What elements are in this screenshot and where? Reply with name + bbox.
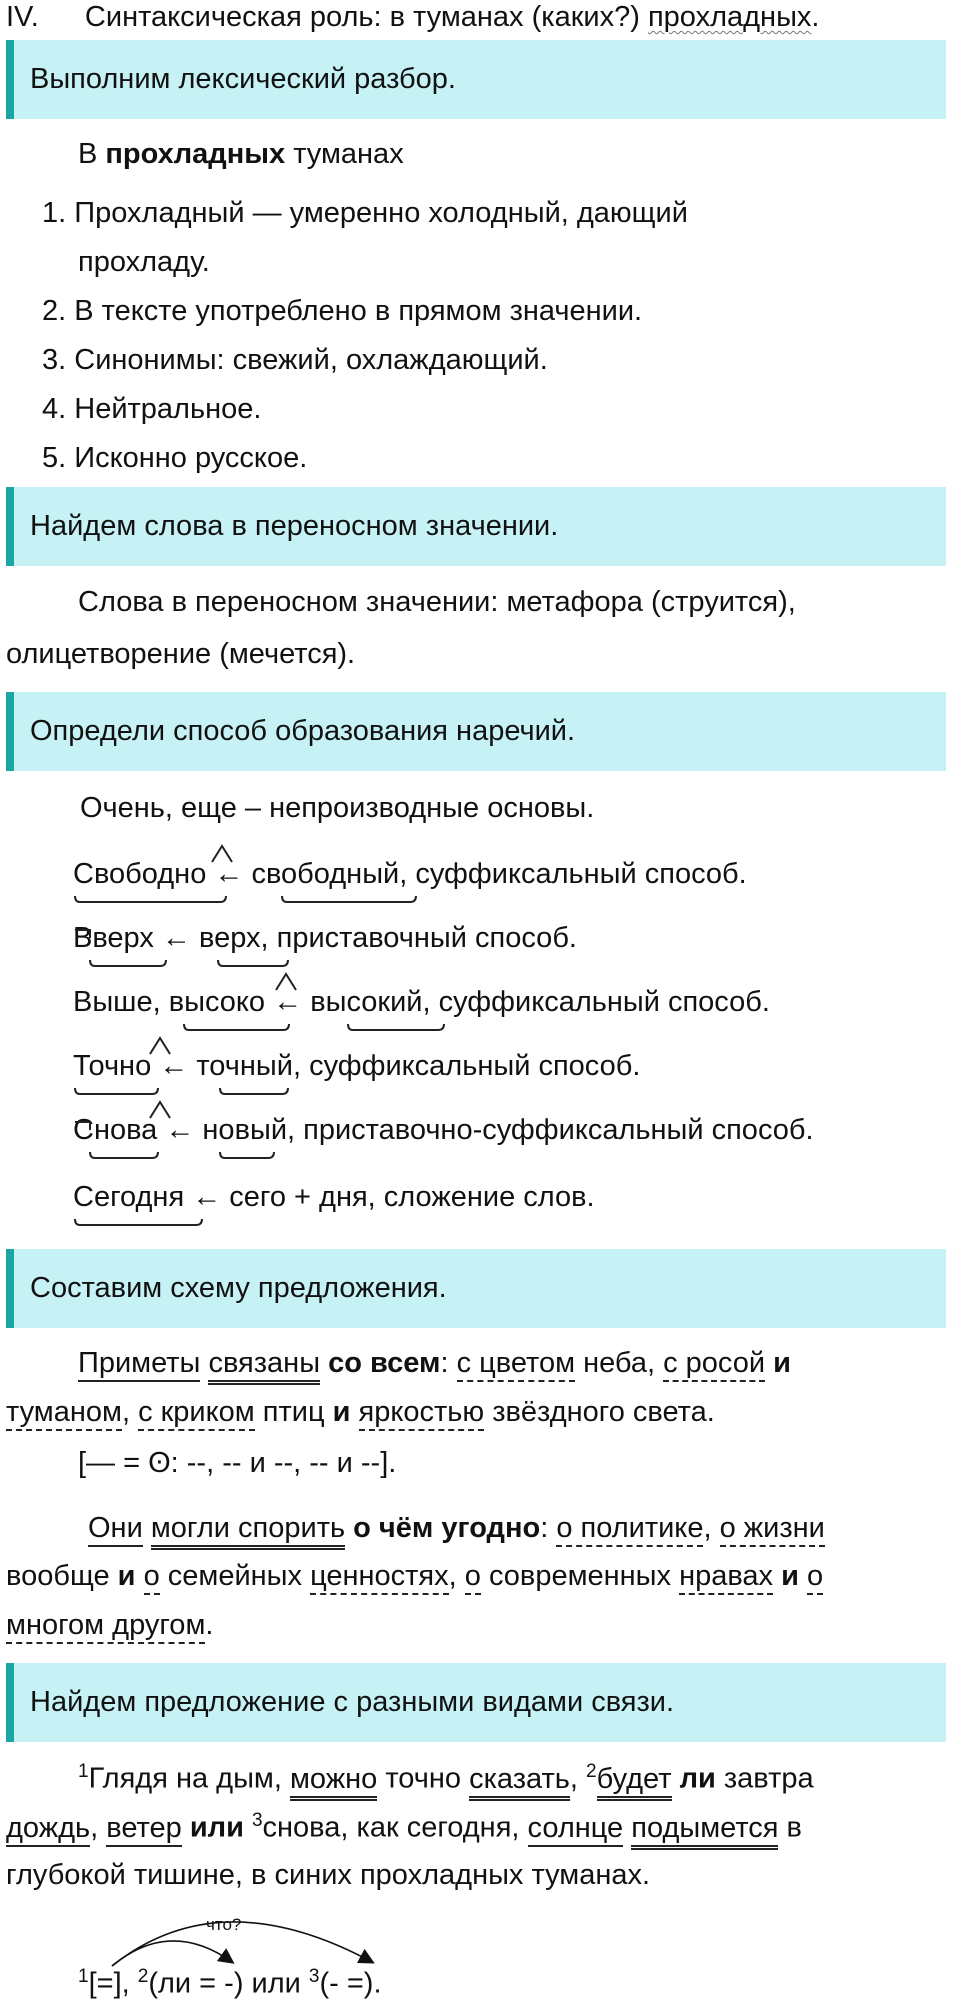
scheme-formula-1: [— = ʘ: --, -- и --, -- и --]. [78, 1447, 397, 1479]
text: птиц [254, 1396, 333, 1428]
object: ценностях [310, 1560, 449, 1595]
conjunction: или [189, 1811, 244, 1844]
section-header-complex [6, 1663, 946, 1742]
section-header-adverbs [6, 692, 946, 771]
adverb-row-6 [73, 1181, 595, 1214]
predicate: могли спорить [151, 1512, 345, 1550]
line-iv-text: Синтаксическая роль: в туманах (каких?) [84, 1, 648, 33]
clause-number: 3 [251, 1810, 263, 1831]
clause-scheme: (ли = -) или [148, 1967, 309, 2000]
comma: , [703, 1512, 712, 1544]
complex-line3: глубокой тишине, в синих прохладных туманах. [6, 1859, 651, 1891]
object: с цветом [457, 1347, 575, 1382]
clause-number: 1 [78, 1966, 89, 1987]
root-bracket [75, 896, 226, 902]
predicate: подымется [631, 1812, 778, 1850]
text: в [778, 1811, 802, 1844]
predicate: можно [290, 1763, 377, 1801]
section-title: Составим схему предложения. [30, 1272, 447, 1304]
list-number: 5. [42, 442, 67, 474]
adverbs-line0: Очень, еще – непроизводные основы. [80, 792, 595, 824]
source-word: свободный [251, 858, 400, 890]
clause-number: 3 [308, 1966, 320, 1987]
object: нравах [679, 1560, 773, 1595]
text: семейных [159, 1560, 311, 1592]
adverb-row-5 [73, 1114, 814, 1147]
text: , [569, 1762, 587, 1795]
particle: ли [679, 1762, 716, 1795]
conjunction: и [332, 1396, 351, 1428]
lex-intro-post: туманах [285, 138, 404, 170]
list-text: В тексте употреблено в прямом значении. [74, 295, 643, 327]
conjunction: и [773, 1347, 791, 1379]
root-bracket [184, 1024, 289, 1030]
text: неба, [575, 1347, 664, 1379]
list-number: 3. [42, 344, 67, 376]
formation-method: , суффиксальный способ. [292, 1050, 641, 1082]
figurative-line1: Слова в переносном значении: метафора (струится), [78, 586, 796, 618]
adverb-word: Сегодня [73, 1181, 185, 1213]
complex-line1 [78, 1761, 814, 1796]
object: туманом [6, 1396, 122, 1431]
lex-intro-pre: В [78, 138, 106, 170]
source-word: новый [202, 1114, 288, 1146]
object: яркостью [359, 1396, 485, 1431]
clause-scheme: (- =). [319, 1967, 382, 2000]
section-title: Найдем слова в переносном значении. [30, 510, 559, 542]
arrow: ← [214, 858, 244, 890]
object: о жизни [720, 1512, 825, 1547]
subject: Приметы [78, 1347, 200, 1382]
source-word: верх [198, 922, 261, 954]
comma: , [90, 1811, 107, 1844]
predicate: сказать [469, 1763, 570, 1801]
root-bracket [218, 960, 288, 966]
root-bracket [75, 1088, 158, 1094]
line-iv-number: IV. [6, 1, 39, 33]
adverb-row-4 [73, 1050, 640, 1083]
text: вообще [6, 1560, 118, 1592]
lex-intro-bold: прохладных [105, 138, 286, 170]
lex-item-1-cont [78, 246, 210, 279]
conjunction: и [117, 1560, 136, 1592]
section-title: Определи способ образования наречий. [30, 715, 576, 747]
predicate: связаны [208, 1347, 320, 1385]
adverb-row-1 [73, 858, 747, 891]
text: современных [480, 1560, 680, 1592]
text: точно [377, 1762, 470, 1795]
subject: ветер [106, 1812, 181, 1847]
section-header-lexical [6, 40, 946, 119]
list-number: 4. [42, 393, 67, 425]
object: многом другом [6, 1609, 205, 1644]
adverb-pre: Выше, [73, 986, 169, 1018]
lex-item-5 [42, 442, 307, 475]
adverb-word: Точно [73, 1050, 152, 1082]
formation-method: сего + дня, сложение слов. [229, 1181, 595, 1213]
comma: , [448, 1560, 465, 1592]
list-number: 1. [42, 197, 67, 229]
text: Глядя на дым, [88, 1762, 290, 1795]
root-bracket [90, 1152, 158, 1158]
adverb-row-2 [73, 922, 577, 955]
adverb-word: высоко [168, 986, 266, 1018]
root-bracket [75, 1219, 202, 1225]
subject: солнце [528, 1812, 624, 1847]
object: о [807, 1560, 823, 1595]
clause-number: 2 [586, 1761, 597, 1782]
lex-item-3 [42, 344, 548, 377]
colon: : [440, 1347, 449, 1379]
adverb-word: Свободно [73, 858, 207, 890]
root-bracket [348, 1024, 444, 1030]
line-iv-dot: . [811, 1, 820, 33]
colon: : [540, 1512, 549, 1544]
adverb-word: Снова [73, 1114, 158, 1146]
source-word: высокий [310, 986, 423, 1018]
dot: . [205, 1609, 214, 1641]
subject: дождь [6, 1812, 90, 1847]
predicate: будет [597, 1763, 672, 1801]
source-word: точный [196, 1050, 293, 1082]
final-scheme [78, 1960, 382, 2001]
text: завтра [715, 1762, 814, 1795]
list-text: Прохладный — умеренно холодный, дающий [74, 197, 688, 229]
clause-number: 2 [137, 1966, 149, 1987]
adverb-word: Вверх [73, 922, 154, 954]
object: о [465, 1560, 481, 1595]
arrow: ← [192, 1181, 222, 1213]
list-text: Нейтральное. [74, 393, 262, 425]
list-number: 2. [42, 295, 67, 327]
sentence1-line2 [6, 1396, 715, 1429]
list-text: Исконно русское. [74, 442, 308, 474]
sentence2-line2 [6, 1560, 823, 1593]
object: о политике [556, 1512, 703, 1547]
list-text: Синонимы: свежий, охлаждающий. [74, 344, 548, 376]
formation-method: , суффиксальный способ. [422, 986, 770, 1018]
formation-method: , приставочный способ. [260, 922, 577, 954]
line-iv [6, 0, 819, 34]
arrow: ← [161, 922, 191, 954]
text: снова, как сегодня, [262, 1811, 528, 1844]
comma: , [121, 1396, 130, 1428]
formation-method: , приставочно-суффиксальный способ. [287, 1114, 814, 1146]
lex-item-1 [42, 197, 688, 230]
conjunction: и [781, 1560, 799, 1592]
complex-line2 [6, 1810, 802, 1845]
lex-item-2 [42, 295, 642, 328]
clause-scheme: [=], [88, 1967, 138, 2000]
section-header-scheme [6, 1249, 946, 1328]
arrow: ← [165, 1114, 195, 1146]
sentence2-line3 [6, 1609, 213, 1642]
root-bracket [282, 896, 416, 902]
sentence2-line1 [88, 1512, 825, 1545]
list-text: прохладу. [78, 246, 210, 278]
section-title: Выполним лексический разбор. [30, 63, 456, 95]
section-header-figurative [6, 487, 946, 566]
root-bracket [90, 960, 166, 966]
adverb-row-3 [73, 986, 770, 1019]
object: с криком [138, 1396, 255, 1431]
subject: Они [88, 1512, 143, 1547]
arrow: ← [273, 986, 303, 1018]
generalizing-word: о чём угодно [353, 1512, 541, 1544]
object: о [144, 1560, 160, 1595]
text: звёздного света. [484, 1396, 715, 1428]
figurative-line2: олицетворение (мечется). [6, 638, 356, 670]
root-bracket [220, 1088, 288, 1094]
lex-item-4 [42, 393, 261, 426]
line-iv-word: прохладных [647, 1, 812, 33]
section-title: Найдем предложение с разными видами связи. [30, 1686, 675, 1718]
object: с росой [663, 1347, 765, 1382]
lex-intro [78, 138, 404, 171]
root-bracket [220, 1152, 274, 1158]
arrow: ← [159, 1050, 189, 1082]
sentence1-line1 [78, 1347, 791, 1380]
generalizing-word: со всем [328, 1347, 441, 1379]
clause-number: 1 [78, 1761, 89, 1782]
question-label: что? [206, 1915, 242, 1934]
formation-method: , суффиксальный способ. [399, 858, 747, 890]
